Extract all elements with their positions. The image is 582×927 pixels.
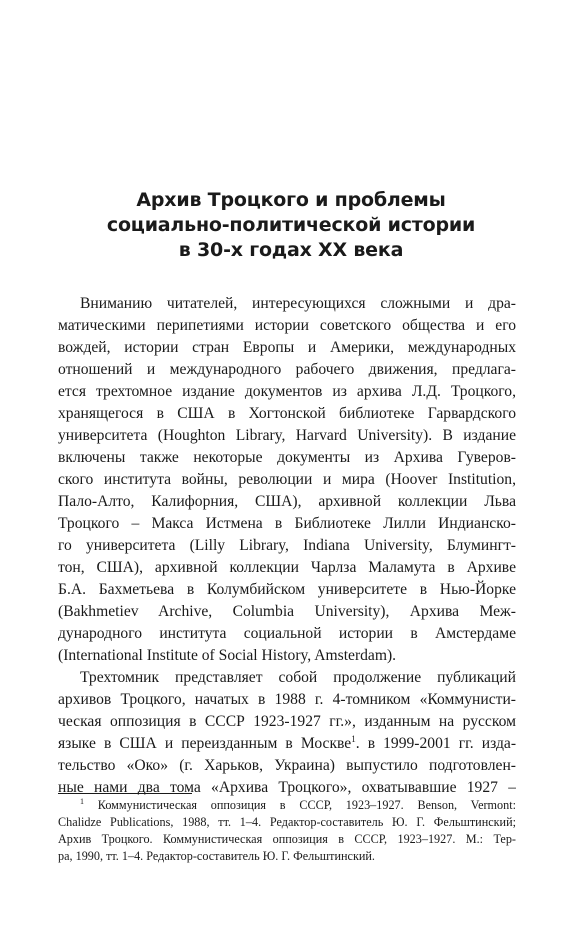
body-line: тон, США), архивной коллекции Чарлза Маламута в Архиве (58, 559, 516, 576)
chapter-title-line-3: в 30-х годах XX века (178, 239, 404, 261)
body-line-with-footnote-ref: языке в США и переизданным в Москве$^1$. в 1999-2001 гг. изда- (58, 733, 516, 752)
body-line: (Bakhmetiev Archive, Columbia University), Архива Меж- (58, 603, 516, 620)
body-line: ется трехтомное издание документов из архива Л.Д. Троцкого, (58, 383, 516, 400)
body-line: ные нами два тома «Архива Троцкого», охватывавшие 1927 – (58, 779, 516, 796)
body-line: ческая оппозиция в СССР 1923-1927 гг.», изданным на русском (58, 713, 516, 730)
footnote-reference[interactable]: 1 (351, 733, 356, 744)
body-line: матическими перипетиями истории советского общества и его (58, 317, 516, 334)
body-line-part: языке в США и переизданным в Москве (58, 735, 352, 752)
body-line: университета (Houghton Library, Harvard University). В издание (58, 427, 516, 444)
footnote-line: Chalidze Publications, 1988, тт. 1–4. Редактор-составитель Ю. Г. Фельштинский; (58, 815, 516, 829)
body-line: (International Institute of Social History, Amsterdam). (58, 647, 397, 664)
chapter-title-line-1: Архив Троцкого и проблемы (136, 189, 446, 211)
footnote-marker: 1 (80, 797, 84, 806)
footnote (58, 797, 516, 865)
body-line: тельство «Око» (г. Харьков, Украина) выпустило подготовлен- (58, 757, 516, 774)
body-line: Трехтомник представляет собой продолжение публикаций (80, 669, 516, 686)
body-line: отношений и международного рабочего движения, предлага- (58, 361, 516, 378)
body-line: го университета (Lilly Library, Indiana University, Блумингт- (58, 537, 516, 554)
body-text (58, 293, 516, 799)
body-line: ского института войны, революции и мира (Hoover Institution, (58, 471, 516, 488)
body-line: архивов Троцкого, начатых в 1988 г. 4-томником «Коммунисти- (58, 691, 516, 708)
footnote-separator (58, 793, 192, 794)
body-line: Б.А. Бахметьева в Колумбийском университете в Нью-Йорке (58, 581, 516, 598)
body-line: хранящегося в США в Хогтонской библиотеке Гарвардского (58, 405, 516, 422)
footnote-line-text: Коммунистическая оппозиция в СССР, 1923–1927. Benson, Vermont: (97, 798, 516, 812)
body-line: включены также некоторые документы из Архива Гуверов- (58, 449, 516, 466)
body-line: Вниманию читателей, интересующихся сложными и дра- (80, 295, 516, 312)
body-line: дународного института социальной истории в Амстердаме (58, 625, 516, 642)
body-line: Троцкого – Макса Истмена в Библиотеке Лилли Индианско- (58, 515, 516, 532)
chapter-title-line-2: социально-политической истории (106, 214, 476, 236)
body-line: вождей, истории стран Европы и Америки, международных (58, 339, 516, 356)
footnote-line: Архив Троцкого. Коммунистическая оппозиция в СССР, 1923–1927. М.: Тер- (58, 832, 516, 846)
chapter-title (40, 188, 542, 263)
footnote-line: ра, 1990, тт. 1–4. Редактор-составитель Ю. Г. Фельштинский. (58, 849, 375, 863)
body-line-part: в 1999-2001 гг. изда- (367, 735, 516, 752)
body-line: Пало-Алто, Калифорния, США), архивной коллекции Льва (58, 493, 516, 510)
footnote-line (58, 797, 516, 814)
